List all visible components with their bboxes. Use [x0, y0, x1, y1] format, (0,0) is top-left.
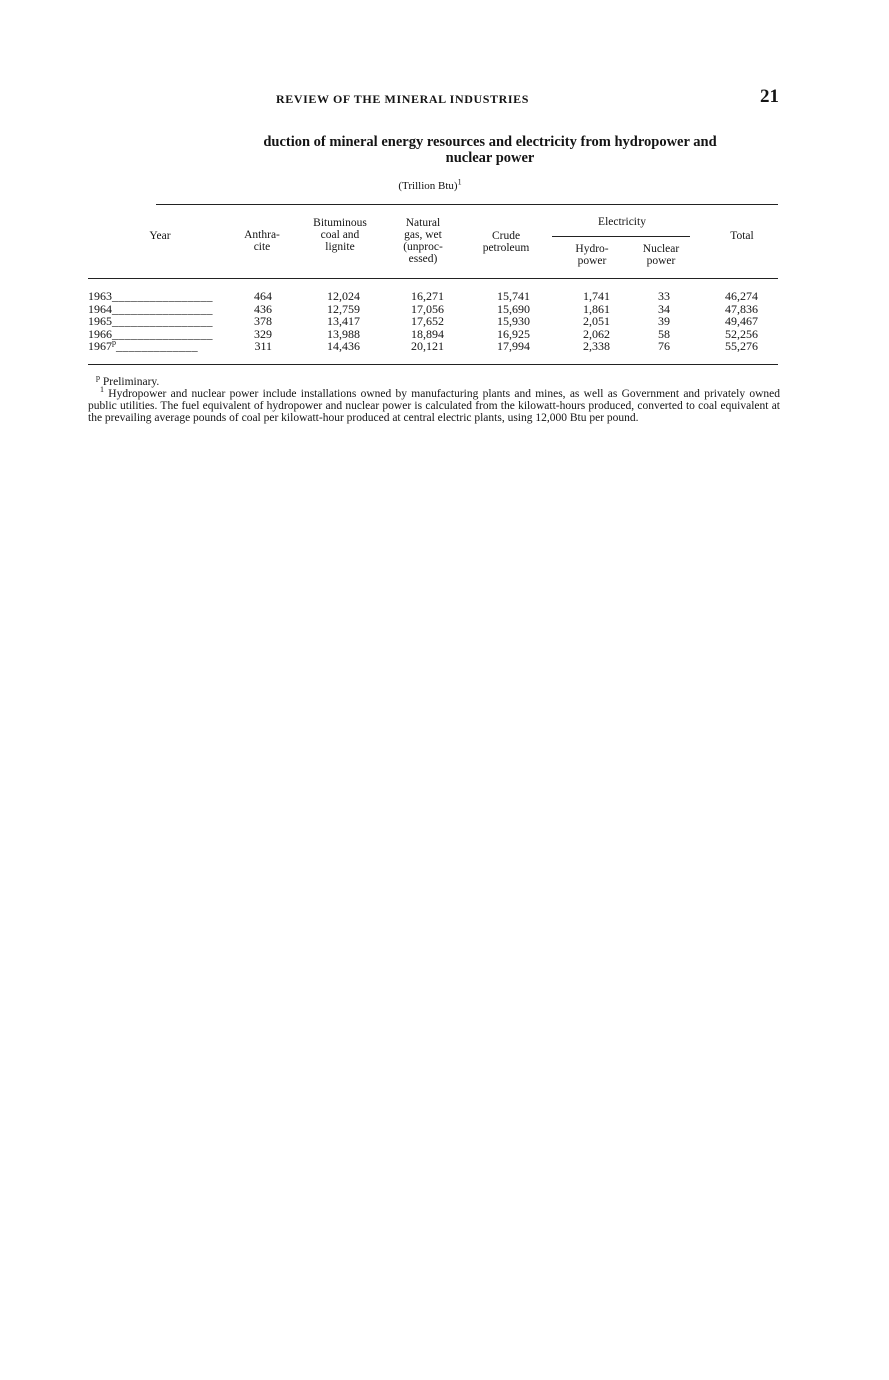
- dot-leaders: ________________: [112, 301, 213, 316]
- header-hydro-line-1: Hydro-: [575, 243, 609, 255]
- header-crude-petroleum: [466, 230, 546, 254]
- header-gas-line-3: (unproc-: [403, 241, 443, 253]
- header-gas-line-1: Natural: [405, 217, 441, 229]
- cell-bituminous: 12,759: [327, 301, 360, 316]
- table-title-line-2: nuclear power: [445, 150, 535, 166]
- header-anthracite: [234, 229, 290, 253]
- header-total: Total: [730, 230, 754, 242]
- cell-total: 49,467: [725, 314, 758, 328]
- header-natural-gas: [384, 217, 462, 265]
- footnote-1-text: Hydropower and nuclear power include installations owned by manufacturing plants and mines, as well as Government and privately owned public utilities. The fuel equivalent of hydropower and nuclear power is calculated from the kilowatt-hours produced, converted to coal equivalent at the prevailing average pounds of coal per kilowatt-hour produced at central electric plants, using 12,000 Btu per pound.: [88, 388, 780, 424]
- cell-crude-petroleum: 17,994: [497, 339, 530, 353]
- cell-crude-petroleum: 16,925: [497, 326, 530, 341]
- header-hydro-line-2: power: [577, 255, 607, 267]
- cell-anthracite: 329: [254, 326, 272, 341]
- footnote-p-mark: p: [96, 373, 100, 383]
- cell-hydropower: 1,861: [583, 301, 610, 316]
- cell-hydropower: 2,338: [583, 339, 610, 353]
- page-number: 21: [760, 86, 779, 107]
- footnote-1-mark: 1: [100, 385, 104, 395]
- cell-crude-petroleum: 15,690: [497, 301, 530, 316]
- cell-anthracite: 378: [254, 314, 272, 328]
- cell-nuclear-power: 34: [658, 301, 670, 316]
- cell-hydropower: 2,051: [583, 314, 610, 328]
- table-title: [190, 134, 790, 166]
- cell-bituminous: 12,024: [327, 289, 360, 303]
- table-body: [0, 290, 889, 353]
- dot-leaders: ________________: [112, 314, 213, 328]
- cell-total: 55,276: [725, 339, 758, 353]
- cell-anthracite: 311: [254, 339, 272, 353]
- footnote-preliminary: [88, 373, 780, 388]
- cell-nuclear-power: 76: [658, 339, 670, 353]
- cell-nuclear-power: 58: [658, 326, 670, 341]
- year-value: 1967: [88, 339, 112, 353]
- cell-nuclear-power: 33: [658, 289, 670, 303]
- table-bottom-rule: [88, 364, 778, 365]
- cell-total: 47,836: [725, 301, 758, 316]
- year-value: 1963: [88, 289, 112, 303]
- header-crude-line-2: petroleum: [482, 242, 530, 254]
- cell-natural-gas: 17,652: [411, 314, 444, 328]
- header-bituminous-line-1: Bituminous: [313, 217, 367, 229]
- table-top-rule: [156, 204, 778, 205]
- header-bituminous-line-2: coal and: [320, 229, 360, 241]
- cell-total: 46,274: [725, 289, 758, 303]
- dot-leaders: _____________: [116, 339, 198, 353]
- footnote-preliminary-text: Preliminary.: [102, 376, 160, 388]
- electricity-span-rule: [552, 236, 690, 237]
- header-electricity: Electricity: [598, 216, 646, 228]
- cell-total: 52,256: [725, 326, 758, 341]
- table-row: [0, 340, 889, 353]
- header-anthracite-line-1: Anthra-: [244, 229, 280, 241]
- year-value: 1964: [88, 301, 112, 316]
- table-unit: [370, 177, 490, 192]
- table-title-line-1: duction of mineral energy resources and electricity from hydropower and: [263, 134, 717, 150]
- cell-anthracite: 464: [254, 289, 272, 303]
- cell-bituminous: 13,988: [327, 326, 360, 341]
- header-anthracite-line-2: cite: [253, 241, 271, 253]
- year-value: 1966: [88, 326, 112, 341]
- cell-natural-gas: 18,894: [411, 326, 444, 341]
- cell-anthracite: 436: [254, 301, 272, 316]
- header-bituminous: [296, 217, 384, 253]
- header-gas-line-2: gas, wet: [404, 229, 442, 241]
- unit-footnote-mark: 1: [457, 177, 462, 187]
- year-value: 1965: [88, 314, 112, 328]
- footnote-1: [88, 385, 780, 424]
- cell-hydropower: 1,741: [583, 289, 610, 303]
- dot-leaders: ________________: [112, 326, 213, 341]
- header-year: Year: [149, 230, 171, 242]
- cell-natural-gas: 20,121: [411, 339, 444, 353]
- cell-bituminous: 14,436: [327, 339, 360, 353]
- header-bottom-rule: [88, 278, 778, 279]
- cell-natural-gas: 17,056: [411, 301, 444, 316]
- cell-crude-petroleum: 15,930: [497, 314, 530, 328]
- header-nuclear-line-1: Nuclear: [642, 243, 680, 255]
- header-crude-line-1: Crude: [491, 230, 521, 242]
- footnotes: [88, 373, 780, 424]
- header-gas-line-4: essed): [408, 253, 438, 265]
- header-bituminous-line-3: lignite: [325, 241, 355, 253]
- cell-crude-petroleum: 15,741: [497, 289, 530, 303]
- preliminary-mark: p: [112, 338, 116, 347]
- table-unit-label: (Trillion Btu): [398, 180, 458, 192]
- cell-year: [88, 340, 198, 353]
- dot-leaders: ________________: [112, 289, 213, 303]
- cell-natural-gas: 16,271: [411, 289, 444, 303]
- header-nuclear-power: [628, 243, 694, 267]
- running-head: REVIEW OF THE MINERAL INDUSTRIES: [276, 92, 530, 106]
- header-nuclear-line-2: power: [646, 255, 676, 267]
- cell-hydropower: 2,062: [583, 326, 610, 341]
- header-hydropower: [558, 243, 626, 267]
- cell-nuclear-power: 39: [658, 314, 670, 328]
- cell-bituminous: 13,417: [327, 314, 360, 328]
